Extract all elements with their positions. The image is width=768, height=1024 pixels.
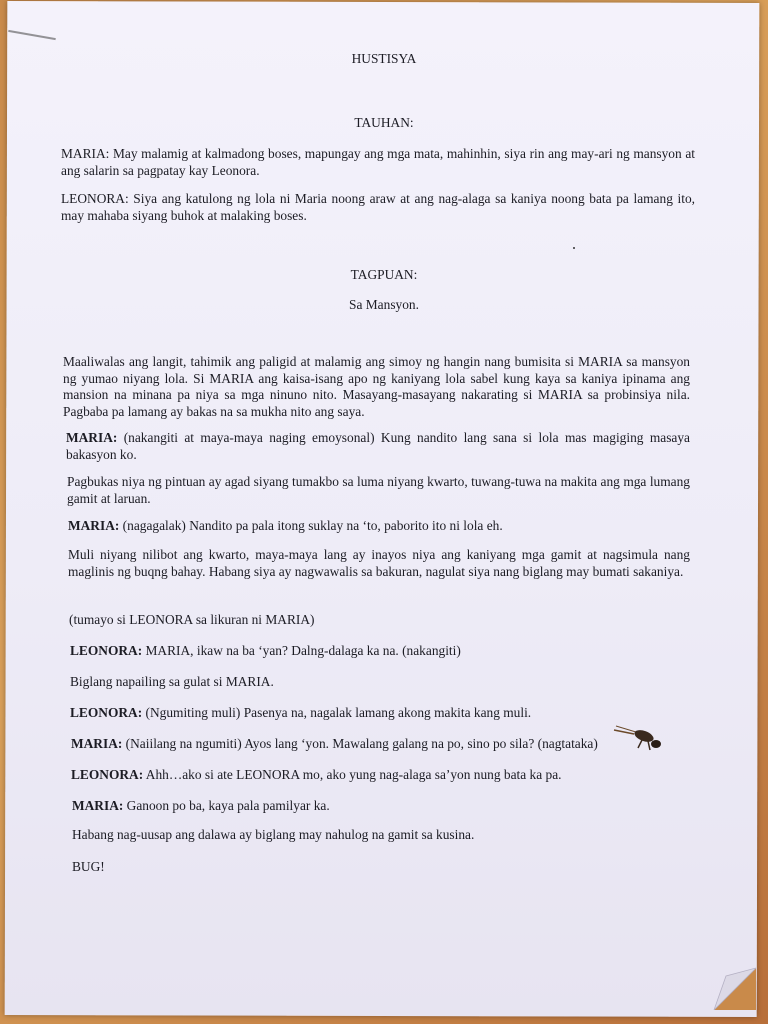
dialogue-text: (Ngumiting muli) Pasenya na, nagalak lamang akong makita kang muli. <box>142 705 532 720</box>
narration-line: Biglang napailing sa gulat si MARIA. <box>70 674 274 689</box>
narration-line: Pagbukas niya ng pintuan ay agad siyang tumakbo sa luma niyang kwarto, tuwang-tuwa na makita ang mga lumang gamit at laruan. <box>67 474 690 506</box>
speaker-name: MARIA: <box>71 736 123 751</box>
stage-direction: (tumayo si LEONORA sa likuran ni MARIA) <box>69 612 315 627</box>
tagpuan-heading: TAGPUAN: <box>350 267 418 282</box>
insect-icon <box>612 724 668 752</box>
script-line <box>71 736 691 753</box>
tagpuan-value: Sa Mansyon. <box>349 297 419 312</box>
tauhan-heading: TAUHAN: <box>354 115 414 130</box>
intro-paragraph: Maaliwalas ang langit, tahimik ang paligid at malamig ang simoy ng hangin nang bumisita si MARIA sa mansyon ng yumao niyang lola. Si MARIA ang kaisa-isang apo ng kaniyang lola sabel kung kaya sa kaniya ipinama ang mansion na minana pa niya sa mga ninuno nito. Masayang-masayang nakarating si MARIA sa probinsiya nila. Pagbaba pa lamang ay bakas na sa mukha nito ang saya. <box>63 354 690 419</box>
dialogue-text: Ahh…ako si ate LEONORA mo, ako yung nag-alaga sa’yon nung bata ka pa. <box>143 767 562 782</box>
dialogue-text: (nakangiti at maya-maya naging emoysonal) Kung nandito lang sana si lola mas magiging masaya bakasyon ko. <box>66 430 690 462</box>
sound-effect: BUG! <box>72 859 105 874</box>
speaker-name: LEONORA: <box>71 767 144 782</box>
speaker-name: MARIA: <box>72 798 124 813</box>
page-corner-fold <box>704 958 756 1010</box>
speaker-name: MARIA: <box>68 518 120 533</box>
dialogue-text: Ganoon po ba, kaya pala pamilyar ka. <box>123 798 330 813</box>
stray-dot <box>573 247 575 249</box>
tauhan-leonora: LEONORA: Siya ang katulong ng lola ni Maria noong araw at ang nag-alaga sa kaniya noong bata pa lamang ito, may mahaba siyang buhok at malaking boses. <box>61 191 695 223</box>
script-line <box>68 518 691 535</box>
dialogue-text: (nagagalak) Nandito pa pala itong suklay na ‘to, paborito ito ni lola eh. <box>119 518 503 533</box>
speaker-name: MARIA: <box>66 430 118 445</box>
narration-line: Habang nag-uusap ang dalawa ay biglang may nahulog na gamit sa kusina. <box>72 827 475 842</box>
speaker-name: LEONORA: <box>70 705 143 720</box>
dialogue-text: (Naiilang na ngumiti) Ayos lang ‘yon. Mawalang galang na po, sino po sila? (nagtataka) <box>122 736 598 751</box>
script-line <box>66 430 690 463</box>
script-line <box>70 705 690 722</box>
script-line <box>71 767 691 784</box>
document-title: HUSTISYA <box>351 51 417 66</box>
script-line <box>72 798 692 815</box>
dialogue-text: MARIA, ikaw na ba ‘yan? Dalng-dalaga ka na. (nakangiti) <box>142 643 461 658</box>
tauhan-maria: MARIA: May malamig at kalmadong boses, mapungay ang mga mata, mahinhin, siya rin ang may-ari ng mansyon at ang salarin sa pagpatay kay Leonora. <box>61 146 695 178</box>
speaker-name: LEONORA: <box>70 643 143 658</box>
narration-line: Muli niyang nilibot ang kwarto, maya-maya lang ay inayos niya ang kaniyang mga gamit at nagsimula nang maglinis ng buqng bahay. Habang siya ay nagwawalis sa bakuran, nagulat siya nang biglang may bumati sakaniya. <box>68 547 690 579</box>
script-line <box>70 643 690 660</box>
